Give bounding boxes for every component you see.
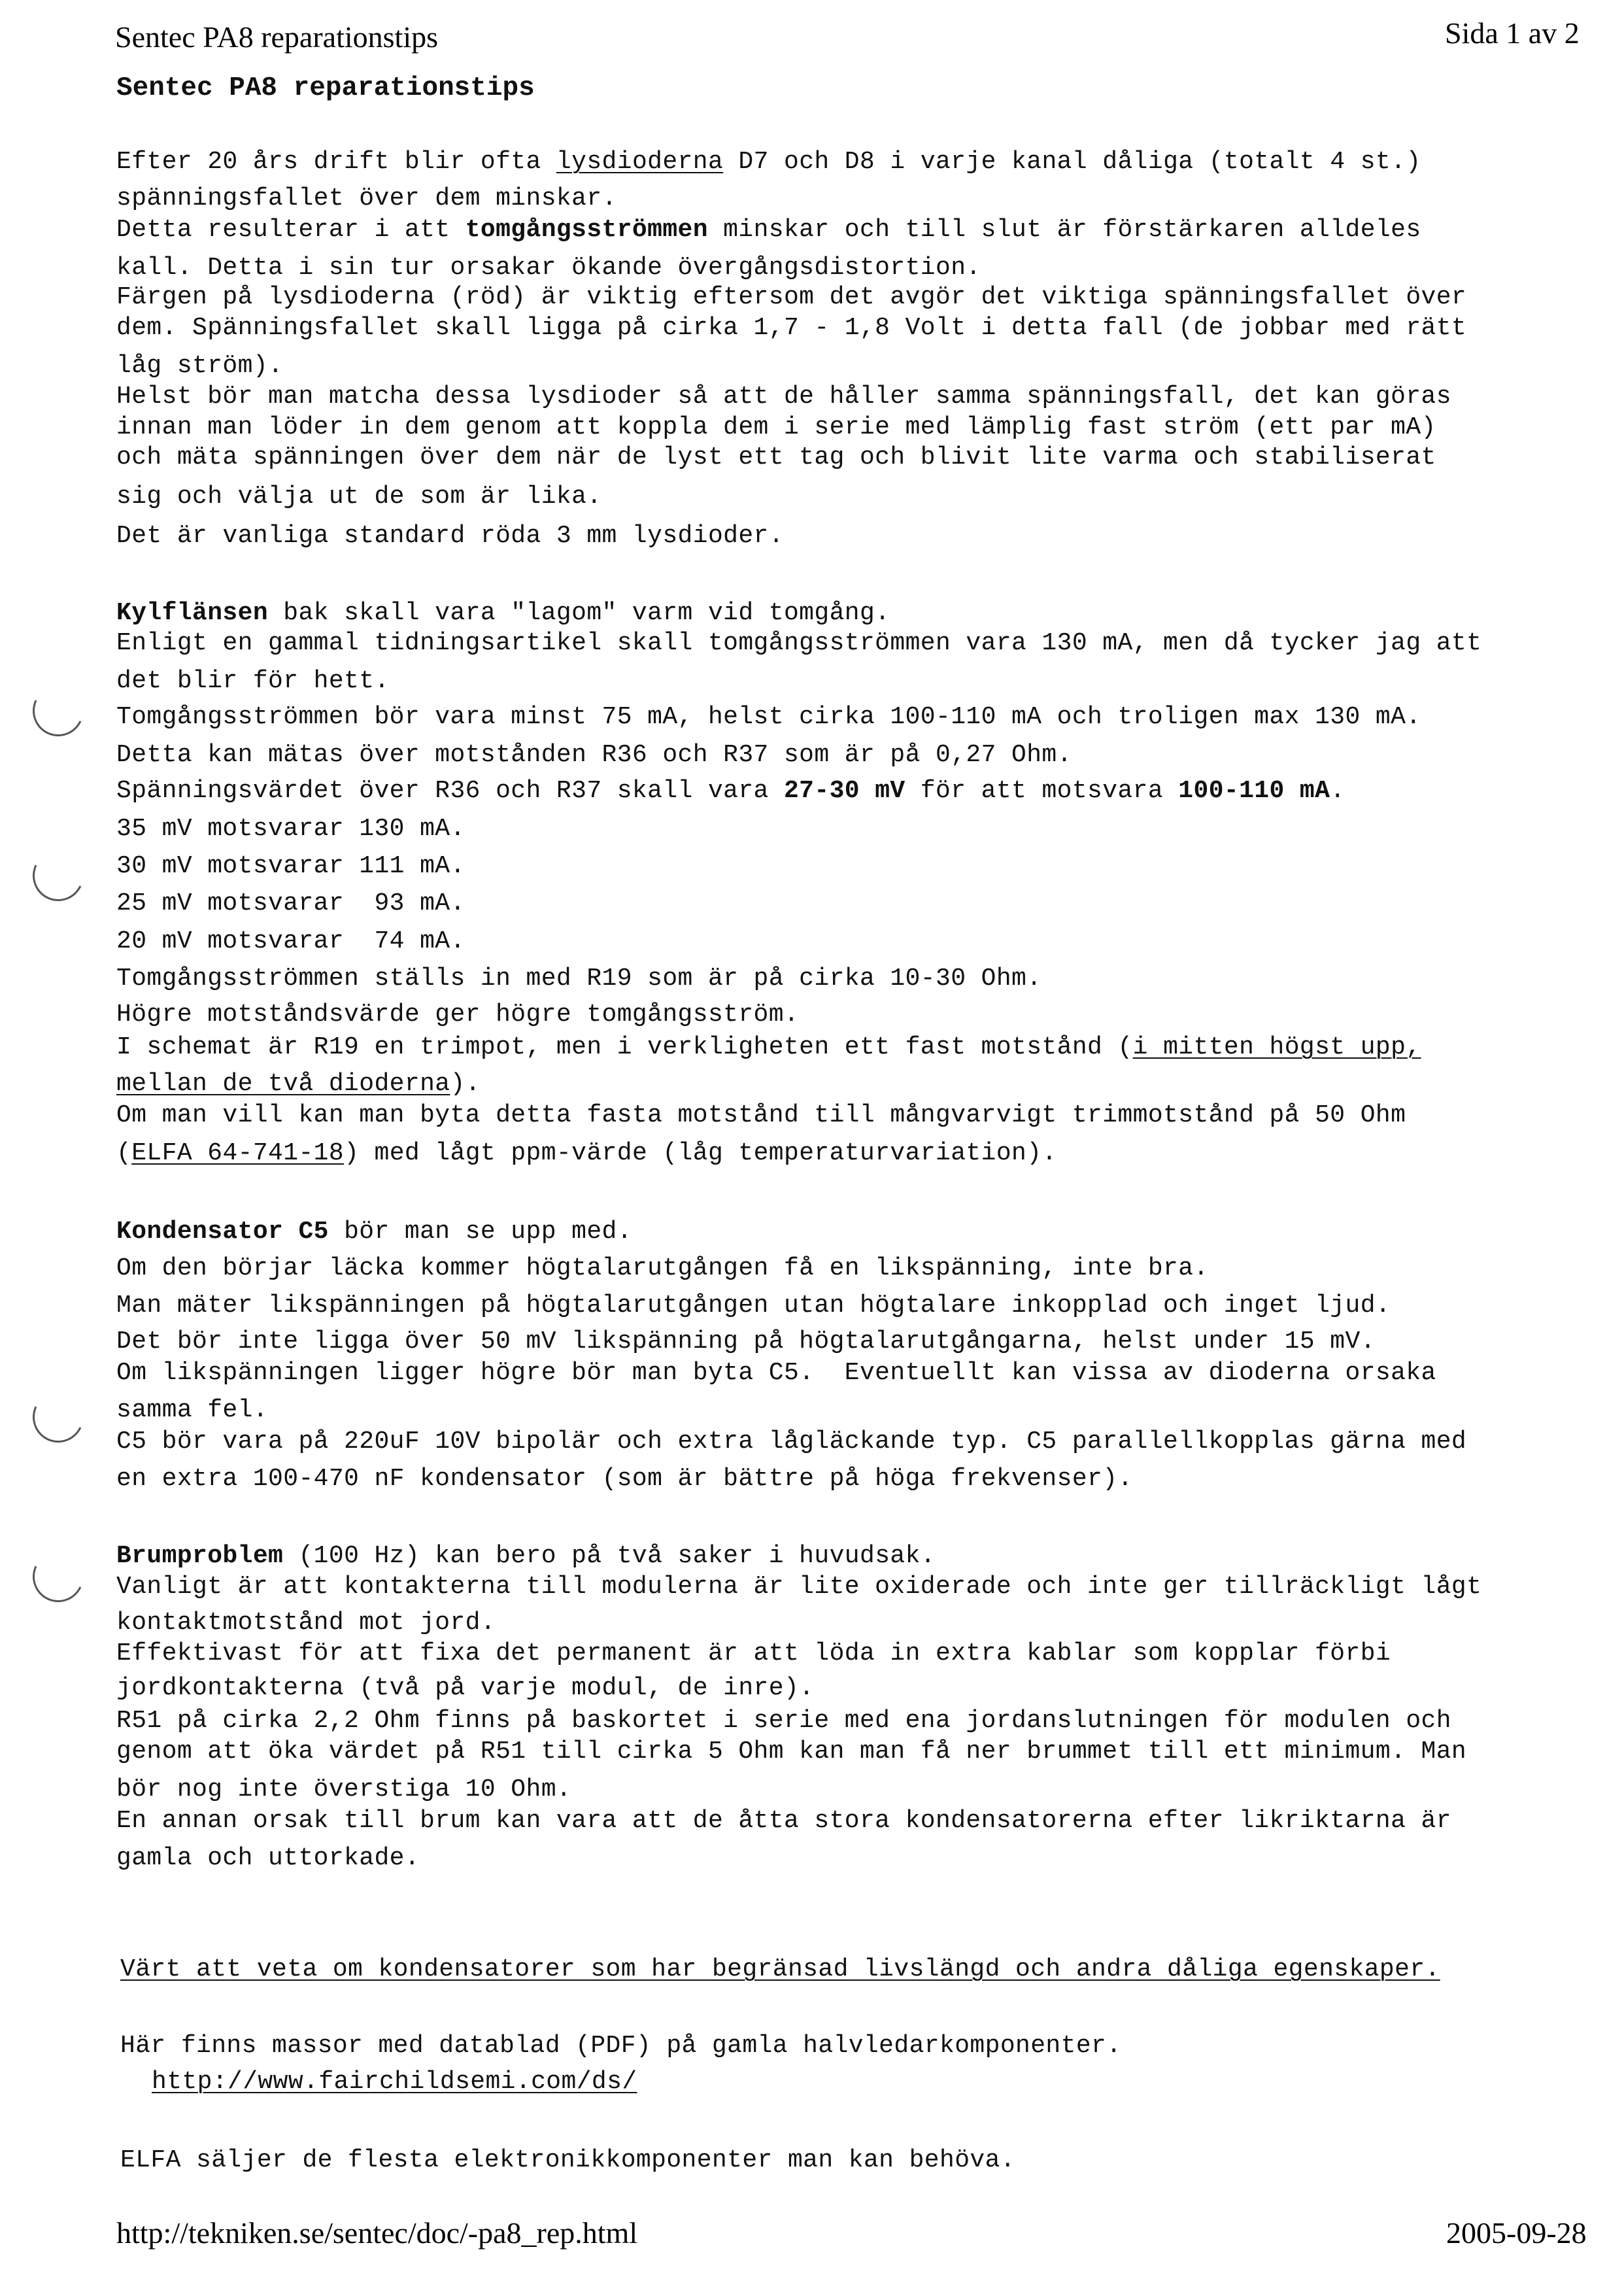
- datasheet-text: Här finns massor med datablad (PDF) på gamla halvledarkomponenter.: [120, 2032, 1122, 2060]
- print-footer-date: 2005-09-28: [1446, 2216, 1587, 2250]
- text-line: låg ström).: [116, 352, 284, 380]
- text-line: spänningsfallet över dem minskar.: [116, 184, 617, 213]
- text-line: och mäta spänningen över dem när de lyst ett tag och blivit lite varma och stabiliserat: [116, 443, 1436, 471]
- text-line: Brumproblem (100 Hz) kan bero på två saker i huvudsak.: [116, 1542, 936, 1570]
- text-line: jordkontakterna (två på varje modul, de inre).: [116, 1674, 815, 1702]
- text-line: Högre motståndsvärde ger högre tomgångsström.: [116, 1001, 800, 1029]
- print-header-title: Sentec PA8 reparationstips: [115, 20, 439, 54]
- text-line: Efter 20 års drift blir ofta lysdioderna D7 och D8 i varje kanal dåliga (totalt 4 st.): [116, 148, 1421, 176]
- fairchild-datasheet-link[interactable]: http://www.fairchildsemi.com/ds/: [152, 2068, 637, 2096]
- text-line: Färgen på lysdioderna (röd) är viktig eftersom det avgör det viktiga spänningsfallet över: [116, 283, 1467, 311]
- print-footer-url: http://tekniken.se/sentec/doc/-pa8_rep.html: [116, 2216, 638, 2250]
- text-line: mellan de två dioderna).: [116, 1070, 481, 1098]
- text-line: dem. Spänningsfallet skall ligga på cirka 1,7 - 1,8 Volt i detta fall (de jobbar med rätt: [116, 314, 1467, 342]
- text-line: Om man vill kan man byta detta fasta motstånd till mångvarvigt trimmotstånd på 50 Ohm: [116, 1101, 1406, 1129]
- text-line: Spänningsvärdet över R36 och R37 skall vara 27-30 mV för att motsvara 100-110 mA.: [116, 777, 1345, 805]
- text-line: bör nog inte överstiga 10 Ohm.: [116, 1775, 572, 1804]
- punch-hole-marker: [25, 1544, 91, 1609]
- text-line: det blir för hett.: [116, 667, 390, 695]
- page-title: Sentec PA8 reparationstips: [116, 73, 535, 103]
- text-line: Effektivast för att fixa det permanent är att löda in extra kablar som kopplar förbi: [116, 1639, 1391, 1668]
- capacitor-lifetime-link[interactable]: Värt att veta om kondensatorer som har begränsad livslängd och andra dåliga egenskaper.: [120, 1955, 1440, 1983]
- text-line: Tomgångsströmmen ställs in med R19 som är på cirka 10-30 Ohm.: [116, 965, 1042, 993]
- text-line: Man mäter likspänningen på högtalarutgången utan högtalare inkopplad och inget ljud.: [116, 1292, 1391, 1320]
- text-line: Enligt en gammal tidningsartikel skall tomgångsströmmen vara 130 mA, men då tycker jag att: [116, 629, 1482, 657]
- text-line: genom att öka värdet på R51 till cirka 5 Ohm kan man få ner brummet till ett minimum. Man: [116, 1738, 1467, 1766]
- text-line: gamla och uttorkade.: [116, 1844, 420, 1872]
- text-line: Om likspänningen ligger högre bör man byta C5. Eventuellt kan vissa av dioderna orsaka: [116, 1359, 1436, 1387]
- r19-location-link[interactable]: i mitten högst upp,: [1132, 1033, 1421, 1061]
- text-line: Det är vanliga standard röda 3 mm lysdioder.: [116, 522, 784, 550]
- print-header-page: Sida 1 av 2: [1445, 16, 1580, 50]
- punch-hole-marker: [25, 678, 91, 744]
- text-line: Helst bör man matcha dessa lysdioder så att de håller samma spänningsfall, det kan göras: [116, 383, 1451, 411]
- text-line: Detta resulterar i att tomgångsströmmen minskar och till slut är förstärkaren alldeles: [116, 216, 1421, 244]
- punch-hole-marker: [25, 1384, 91, 1450]
- text-line: Kondensator C5 bör man se upp med.: [116, 1218, 632, 1246]
- text-line: 20 mV motsvarar 74 mA.: [116, 927, 465, 955]
- text-line: I schemat är R19 en trimpot, men i verkligheten ett fast motstånd (i mitten högst upp,: [116, 1033, 1421, 1061]
- text-line: R51 på cirka 2,2 Ohm finns på baskortet i serie med ena jordanslutningen för modulen och: [116, 1707, 1451, 1735]
- text-line: Vanligt är att kontakterna till modulerna är lite oxiderade och inte ger tillräckligt lågt: [116, 1573, 1482, 1601]
- text-line: 25 mV motsvarar 93 mA.: [116, 889, 465, 917]
- punch-hole-marker: [25, 843, 91, 908]
- text-line: en extra 100-470 nF kondensator (som är bättre på höga frekvenser).: [116, 1465, 1133, 1493]
- text-line: Kylflänsen bak skall vara "lagom" varm vid tomgång.: [116, 599, 890, 627]
- diodes-link[interactable]: mellan de två dioderna: [116, 1070, 450, 1098]
- text-line: 35 mV motsvarar 130 mA.: [116, 815, 465, 843]
- text-line: Detta kan mätas över motstånden R36 och R37 som är på 0,27 Ohm.: [116, 741, 1072, 769]
- text-line: (ELFA 64-741-18) med lågt ppm-värde (låg temperaturvariation).: [116, 1139, 1057, 1167]
- elfa-text: ELFA säljer de flesta elektronikkomponenter man kan behöva.: [120, 2146, 1016, 2174]
- text-line: Om den börjar läcka kommer högtalarutgången få en likspänning, inte bra.: [116, 1254, 1209, 1282]
- elfa-part-link[interactable]: ELFA 64-741-18: [131, 1139, 345, 1167]
- text-line: kontaktmotstånd mot jord.: [116, 1609, 496, 1637]
- text-line: C5 bör vara på 220uF 10V bipolär och extra lågläckande typ. C5 parallellkopplas gärna med: [116, 1428, 1467, 1456]
- text-line: 30 mV motsvarar 111 mA.: [116, 852, 465, 880]
- text-line: sig och välja ut de som är lika.: [116, 483, 602, 511]
- text-line: kall. Detta i sin tur orsakar ökande övergångsdistortion.: [116, 254, 981, 282]
- text-line: samma fel.: [116, 1396, 269, 1424]
- text-line: Det bör inte ligga över 50 mV likspänning på högtalarutgångarna, helst under 15 mV.: [116, 1327, 1376, 1356]
- text-line: Tomgångsströmmen bör vara minst 75 mA, helst cirka 100-110 mA och troligen max 130 mA.: [116, 703, 1421, 731]
- lysdioderna-link[interactable]: lysdioderna: [556, 148, 724, 176]
- text-line: En annan orsak till brum kan vara att de åtta stora kondensatorerna efter likriktarna är: [116, 1807, 1451, 1835]
- text-line: innan man löder in dem genom att koppla dem i serie med lämplig fast ström (ett par mA): [116, 413, 1436, 441]
